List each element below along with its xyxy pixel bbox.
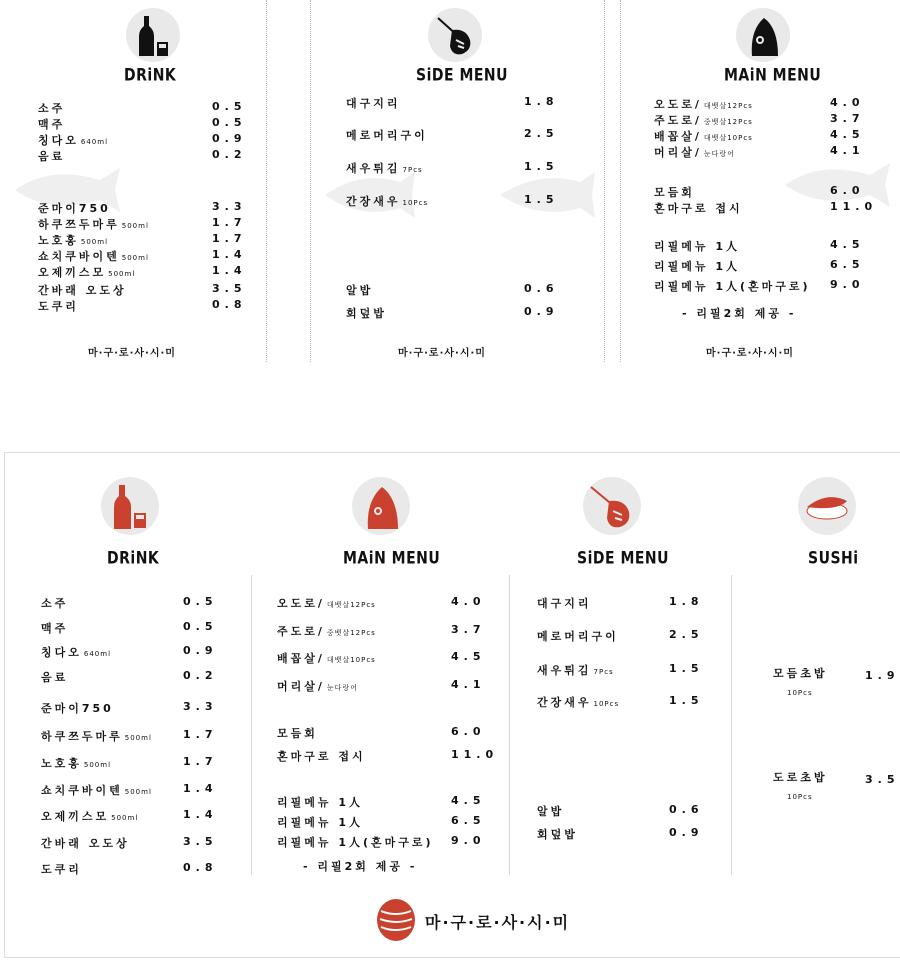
menu-item — [38, 248, 149, 264]
drink-heading: DRiNK — [107, 549, 160, 569]
menu-item-name: 준마이750 — [41, 702, 114, 715]
menu-item-price: 2.5 — [669, 628, 704, 641]
menu-item-price: 1.7 — [212, 232, 247, 245]
menu-item-name: 대구지리 — [346, 97, 401, 110]
menu-item-name: 음료 — [41, 671, 69, 684]
menu-item-detail: 중뱃살12Pcs — [703, 118, 753, 126]
menu-item-price: 1.9 — [865, 669, 900, 682]
brand-name: 마·구·로·사·시·미 — [425, 913, 571, 932]
menu-item — [537, 694, 619, 710]
menu-item — [41, 669, 68, 685]
menu-item-price: 1.5 — [524, 160, 559, 173]
menu-item-price: 1.7 — [212, 216, 247, 229]
menu-item-price: 3.7 — [451, 623, 486, 636]
top-main-card — [620, 0, 900, 362]
menu-item — [654, 238, 740, 254]
menu-item — [277, 814, 363, 830]
sushi-heading: SUSHi — [808, 549, 859, 569]
menu-item-name: 간바래 오도상 — [41, 837, 130, 850]
menu-item — [38, 116, 65, 132]
menu-item-name: 소주 — [38, 102, 66, 115]
menu-item-price: 0.5 — [212, 116, 247, 129]
menu-item — [277, 650, 376, 666]
menu-item-name: 메로머리구이 — [346, 129, 428, 142]
menu-item-price: 0.9 — [524, 305, 559, 318]
menu-item — [773, 665, 828, 697]
menu-item-name: 음료 — [38, 150, 66, 163]
menu-item-name: 리필메뉴 1人 — [654, 240, 740, 253]
menu-item-detail: 500ml — [121, 254, 149, 262]
menu-item-detail: 500ml — [108, 270, 136, 278]
menu-item-price: 0.6 — [669, 803, 704, 816]
menu-item-price: 11.0 — [830, 200, 878, 213]
menu-item-price: 3.7 — [830, 112, 865, 125]
menu-item — [346, 127, 428, 143]
menu-item-price: 2.5 — [524, 127, 559, 140]
menu-item-name: 리필메뉴 1人(혼마구로) — [654, 280, 811, 293]
menu-item-price: 4.1 — [830, 144, 865, 157]
menu-item-price: 1.5 — [669, 694, 704, 707]
menu-item — [41, 700, 114, 716]
menu-item-price: 0.9 — [183, 644, 218, 657]
menu-item-detail: 500ml — [121, 222, 149, 230]
menu-item — [537, 662, 614, 678]
menu-item — [38, 232, 108, 248]
menu-item-price: 6.0 — [451, 725, 486, 738]
menu-item-name: 혼마구로 접시 — [277, 750, 366, 763]
menu-item — [41, 728, 152, 744]
menu-item — [346, 193, 428, 209]
menu-item-name: 대구지리 — [537, 597, 592, 610]
menu-item-name: 오도로/ — [654, 98, 702, 111]
menu-item-price: 0.6 — [524, 282, 559, 295]
side-heading: SiDE MENU — [577, 549, 670, 569]
menu-item-detail: 500ml — [124, 788, 152, 796]
menu-item — [41, 755, 111, 771]
footer-brand: 마·구·로·사·시·미 — [398, 348, 486, 359]
footer-brand: 마·구·로·사·시·미 — [706, 348, 794, 359]
menu-item-name: 회덮밥 — [537, 828, 578, 841]
menu-item-detail: 눈다랑어 — [703, 150, 735, 158]
menu-item-price: 3.5 — [183, 835, 218, 848]
menu-item — [38, 264, 135, 280]
menu-item-price: 3.5 — [212, 282, 247, 295]
menu-item — [537, 826, 578, 842]
menu-item-name: 칭다오 — [38, 134, 79, 147]
menu-item-name: 쇼치쿠바이텐 — [38, 250, 120, 263]
menu-item-price: 6.5 — [451, 814, 486, 827]
menu-item-name: 주도로/ — [654, 114, 702, 127]
menu-item-name: 준마이750 — [38, 202, 111, 215]
menu-item-price: 0.9 — [212, 132, 247, 145]
menu-item — [537, 628, 619, 644]
menu-item-price: 1.4 — [212, 248, 247, 261]
menu-item — [38, 298, 79, 314]
menu-item-price: 1.8 — [669, 595, 704, 608]
menu-item-detail: 눈다랑어 — [326, 684, 358, 692]
menu-item-name: 도쿠리 — [41, 863, 82, 876]
menu-item — [277, 678, 358, 694]
menu-item — [277, 748, 366, 764]
menu-item-name: 머리살/ — [277, 680, 325, 693]
menu-item-price: 3.5 — [865, 773, 900, 786]
menu-item — [537, 595, 592, 611]
menu-item-name: 칭다오 — [41, 646, 82, 659]
menu-item-name: 간장새우 — [537, 696, 592, 709]
menu-item-name: 주도로/ — [277, 625, 325, 638]
tuna-head-icon — [352, 477, 410, 535]
menu-item-name: 배꼽살/ — [277, 652, 325, 665]
menu-item-name: 모듬회 — [277, 727, 318, 740]
menu-item-detail: 640ml — [83, 650, 112, 658]
menu-item-detail: 10Pcs — [787, 689, 813, 697]
menu-item-price: 1.4 — [212, 264, 247, 277]
menu-item-name: 배꼽살/ — [654, 130, 702, 143]
menu-item-detail: 500ml — [80, 238, 109, 246]
menu-item — [38, 282, 127, 298]
menu-item-detail: 대뱃살12Pcs — [326, 601, 376, 609]
menu-item-price: 3.3 — [212, 200, 247, 213]
menu-item-price: 4.5 — [451, 794, 486, 807]
menu-item-price: 9.0 — [830, 278, 865, 291]
menu-item-detail: 10Pcs — [593, 700, 620, 708]
menu-item — [277, 623, 376, 639]
menu-item — [38, 132, 108, 148]
menu-item — [654, 112, 753, 128]
menu-item-price: 11.0 — [451, 748, 499, 761]
menu-item — [41, 620, 68, 636]
top-drink-card — [10, 0, 267, 362]
menu-item-price: 4.5 — [830, 238, 865, 251]
menu-item-price: 1.7 — [183, 728, 218, 741]
menu-item-name: 맥주 — [38, 118, 66, 131]
menu-item-name: 새우튀김 — [537, 664, 592, 677]
menu-item-price: 6.0 — [830, 184, 865, 197]
bottom-menu-board — [4, 452, 900, 958]
drink-heading: DRiNK — [124, 66, 177, 86]
shrimp-icon — [428, 8, 482, 62]
menu-item-price: 1.5 — [669, 662, 704, 675]
menu-item-price: 0.5 — [183, 620, 218, 633]
menu-item — [277, 725, 318, 741]
menu-item-detail: 7Pcs — [402, 166, 423, 174]
menu-item-name: 오제끼스모 — [38, 266, 107, 279]
menu-item — [654, 258, 740, 274]
menu-item-detail: 640ml — [80, 138, 109, 146]
refill-note: - 리필2회 제공 - — [682, 307, 797, 320]
menu-item — [346, 282, 373, 298]
menu-item-name: 오도로/ — [277, 597, 325, 610]
menu-item-name: 소주 — [41, 597, 69, 610]
menu-item-name: 도쿠리 — [38, 300, 79, 313]
menu-item-detail: 7Pcs — [593, 668, 614, 676]
menu-item-price: 3.3 — [183, 700, 218, 713]
menu-item-name: 모듬초밥 — [773, 667, 828, 680]
menu-item — [346, 305, 387, 321]
menu-item-name: 알밥 — [537, 805, 565, 818]
menu-item-name: 리필메뉴 1人 — [277, 796, 363, 809]
menu-item-name: 간바래 오도상 — [38, 284, 127, 297]
menu-item-price: 4.0 — [830, 96, 865, 109]
menu-item-detail: 대뱃살12Pcs — [703, 102, 753, 110]
menu-item-name: 맥주 — [41, 622, 69, 635]
menu-item-name: 도로초밥 — [773, 771, 828, 784]
menu-item-name: 하쿠쯔두마루 — [41, 730, 123, 743]
menu-item-price: 6.5 — [830, 258, 865, 271]
menu-item-name: 리필메뉴 1人(혼마구로) — [277, 836, 434, 849]
menu-item — [537, 803, 564, 819]
menu-item-detail: 중뱃살12Pcs — [326, 629, 376, 637]
menu-item — [38, 148, 65, 164]
tuna-head-icon — [736, 8, 790, 62]
menu-item-name: 새우튀김 — [346, 162, 401, 175]
menu-item-price: 4.1 — [451, 678, 486, 691]
refill-note: - 리필2회 제공 - — [303, 860, 418, 873]
menu-item — [277, 794, 363, 810]
menu-item-name: 리필메뉴 1人 — [654, 260, 740, 273]
menu-item — [654, 144, 735, 160]
menu-item-price: 0.8 — [212, 298, 247, 311]
menu-item-name: 알밥 — [346, 284, 374, 297]
shrimp-icon — [583, 477, 641, 535]
menu-item — [38, 200, 111, 216]
menu-item-price: 0.5 — [183, 595, 218, 608]
sushi-icon — [798, 477, 856, 535]
menu-item-name: 쇼치쿠바이텐 — [41, 784, 123, 797]
tuna-slice-logo — [375, 897, 417, 943]
side-heading: SiDE MENU — [416, 66, 509, 86]
menu-item-price: 1.7 — [183, 755, 218, 768]
menu-item-price: 0.5 — [212, 100, 247, 113]
menu-item-price: 9.0 — [451, 834, 486, 847]
menu-item — [38, 100, 65, 116]
menu-item — [773, 769, 828, 801]
menu-item-name: 노호홍 — [41, 757, 82, 770]
menu-item-name: 혼마구로 접시 — [654, 202, 743, 215]
menu-item-detail: 10Pcs — [787, 793, 813, 801]
menu-item-name: 리필메뉴 1人 — [277, 816, 363, 829]
soju-bottle-icon — [126, 8, 180, 62]
menu-item — [654, 96, 753, 112]
menu-item-price: 0.2 — [212, 148, 247, 161]
menu-item — [346, 160, 423, 176]
menu-item-name: 메로머리구이 — [537, 630, 619, 643]
menu-item-price: 4.0 — [451, 595, 486, 608]
menu-item-price: 4.5 — [451, 650, 486, 663]
menu-item-price: 0.9 — [669, 826, 704, 839]
top-side-card — [310, 0, 605, 362]
menu-item — [41, 782, 152, 798]
menu-item — [38, 216, 149, 232]
menu-item-name: 노호홍 — [38, 234, 79, 247]
menu-item-detail: 대뱃살10Pcs — [703, 134, 753, 142]
menu-item — [41, 644, 111, 660]
menu-item-name: 머리살/ — [654, 146, 702, 159]
menu-item-price: 0.2 — [183, 669, 218, 682]
menu-item-detail: 10Pcs — [402, 199, 429, 207]
menu-item-price: 1.5 — [524, 193, 559, 206]
menu-item — [654, 278, 811, 294]
menu-item-name: 회덮밥 — [346, 307, 387, 320]
menu-item-price: 0.8 — [183, 861, 218, 874]
menu-item-price: 1.8 — [524, 95, 559, 108]
menu-item-detail: 대뱃살10Pcs — [326, 656, 376, 664]
menu-item — [346, 95, 401, 111]
main-heading: MAiN MENU — [343, 549, 441, 569]
menu-item-detail: 500ml — [83, 761, 112, 769]
menu-item-name: 모듬회 — [654, 186, 695, 199]
menu-item — [41, 808, 138, 824]
menu-item-name: 하쿠쯔두마루 — [38, 218, 120, 231]
menu-item — [277, 595, 376, 611]
main-heading: MAiN MENU — [724, 66, 822, 86]
menu-item — [654, 200, 743, 216]
menu-item — [654, 184, 695, 200]
footer-brand: 마·구·로·사·시·미 — [88, 348, 176, 359]
menu-item-price: 1.4 — [183, 782, 218, 795]
menu-item — [41, 595, 68, 611]
menu-item-detail: 500ml — [124, 734, 152, 742]
menu-item — [41, 835, 130, 851]
menu-item — [41, 861, 82, 877]
menu-item-name: 간장새우 — [346, 195, 401, 208]
menu-item — [277, 834, 434, 850]
menu-item-price: 4.5 — [830, 128, 865, 141]
soju-bottle-icon — [101, 477, 159, 535]
menu-item-name: 오제끼스모 — [41, 810, 110, 823]
menu-item — [654, 128, 753, 144]
menu-item-detail: 500ml — [111, 814, 139, 822]
menu-item-price: 1.4 — [183, 808, 218, 821]
